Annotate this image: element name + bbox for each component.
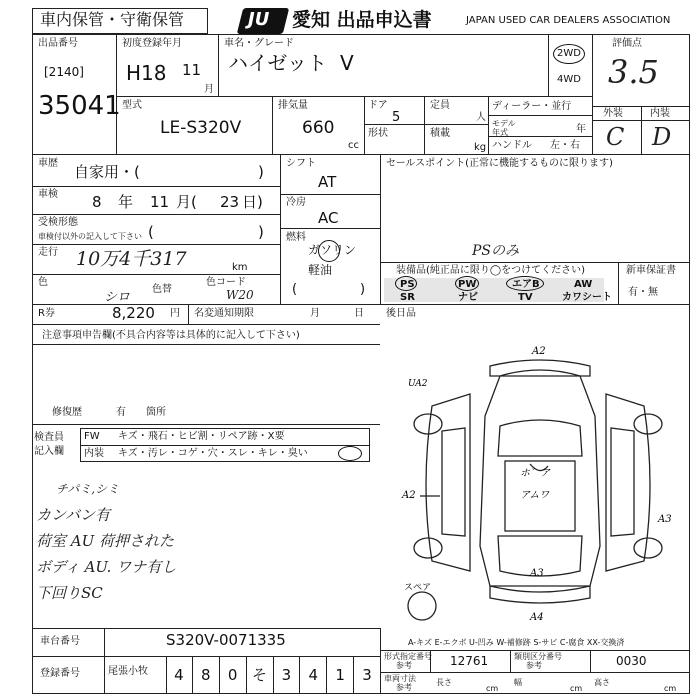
- chassis-label: 車台番号: [40, 636, 80, 647]
- recycle-label: R券: [38, 308, 55, 319]
- cc-unit: cc: [348, 140, 359, 151]
- mileage-label: 走行: [38, 247, 58, 258]
- recert-note: 車検付以外の記入して下さい: [38, 232, 142, 241]
- chassis-number: S320V-0071335: [166, 631, 286, 649]
- mark-top: A2: [532, 346, 546, 357]
- type-spec-sub: 参考: [396, 661, 412, 670]
- fw-label: FW: [84, 431, 100, 442]
- width-label: 幅: [514, 678, 522, 687]
- inspection-label: 車検: [38, 189, 58, 200]
- inspection-day: 23: [220, 193, 240, 211]
- plate-digit: そ: [247, 656, 274, 694]
- recert-open: (: [148, 223, 154, 241]
- height-unit: cm: [664, 684, 677, 693]
- model-code: LE-S320V: [160, 118, 242, 138]
- registration-era-year: H18: [126, 61, 167, 85]
- fuel-gas-circle: [318, 240, 340, 262]
- plate-digit: 1: [327, 656, 354, 694]
- interior-inspect-label: 内装: [84, 448, 104, 459]
- equip-airbag-circle: [506, 276, 544, 291]
- repaint-label: 色替: [152, 284, 172, 295]
- plate-area: 尾張小牧: [108, 666, 148, 677]
- handwritten-2: カンバン有: [36, 506, 110, 524]
- mark-bottom: A4: [530, 612, 544, 623]
- color-value: シロ: [104, 290, 131, 305]
- class-spec-label: 類別区分番号: [514, 652, 562, 661]
- length-label: 長さ: [436, 678, 452, 687]
- name-change-day: 日: [354, 308, 364, 319]
- handwritten-4: ボディ AU. ワナ有し: [36, 558, 177, 576]
- inspection-month-unit: 月(: [176, 193, 197, 211]
- width-unit: cm: [570, 684, 583, 693]
- form-title: 愛知 出品申込書: [292, 9, 432, 31]
- fuel-open: (: [292, 282, 298, 297]
- registration-month-unit: 月: [204, 84, 214, 95]
- smell-circle: [338, 446, 362, 461]
- recycle-amount: 8,220: [112, 304, 155, 322]
- equip-airbag: エアB: [512, 279, 540, 290]
- history-close: ): [258, 163, 264, 181]
- displacement-label: 排気量: [278, 100, 308, 111]
- ac-value: AC: [318, 209, 339, 227]
- inspection-day-unit: 日): [242, 193, 263, 211]
- doors: 5: [392, 110, 401, 125]
- interior-note: ホ゛ア: [520, 468, 550, 479]
- handwritten-5: 下回りSC: [36, 584, 103, 602]
- handwritten-3: 荷室 AU 荷押された: [36, 532, 175, 550]
- size-sub: 参考: [396, 683, 412, 692]
- interior-inspect-items: キズ・汚レ・コゲ・穴・スレ・キレ・臭い: [118, 448, 308, 459]
- model-year-label: モデル年式: [492, 119, 516, 137]
- equip-ps-circle: [395, 276, 417, 291]
- inspection-year-unit: 年: [118, 193, 134, 211]
- repair-label: 修復歴: [52, 407, 82, 418]
- lot-bracket-number: [2140]: [44, 65, 84, 79]
- car-diagram: [390, 336, 686, 626]
- size-label: 車両寸法: [384, 674, 416, 683]
- mark-front-left: UA2: [408, 379, 428, 389]
- displacement: 660: [302, 118, 335, 138]
- fuel-gas: ガソリン: [308, 243, 357, 257]
- interior-label: 内装: [650, 108, 670, 119]
- model-label: 型式: [122, 100, 142, 111]
- registration-label: 初度登録年月: [122, 38, 182, 49]
- fuel-diesel: 軽油: [308, 263, 333, 277]
- handwritten-1: チパミ,シミ: [56, 482, 120, 496]
- interior-note-2: アムワ: [520, 490, 550, 501]
- car-grade: V: [340, 51, 354, 75]
- plate-digit: 4: [300, 656, 327, 694]
- car-name-label: 車名・グレード: [224, 38, 294, 49]
- repair-value: 有: [116, 407, 126, 418]
- warranty-label: 車内保管・守衛保管: [40, 10, 185, 29]
- mark-right: A3: [658, 514, 672, 525]
- height-label: 高さ: [594, 678, 610, 687]
- shape-label: 形状: [368, 128, 388, 139]
- equip-pw: PW: [458, 279, 477, 290]
- association-name: JAPAN USED CAR DEALERS ASSOCIATION: [466, 15, 671, 26]
- recert-close: ): [258, 223, 264, 241]
- dealer-label: ディーラー・並行: [492, 101, 572, 112]
- equip-sr: SR: [400, 292, 415, 303]
- drive-2wd: 2WD: [557, 48, 581, 59]
- inspector-label-1: 検査員: [34, 432, 64, 443]
- fuel-close: ): [360, 282, 366, 297]
- car-name: ハイゼット: [228, 51, 327, 75]
- plate-digit: 4: [166, 656, 193, 694]
- mileage-value: 10万4千317: [76, 248, 187, 270]
- equip-ps: PS: [400, 279, 415, 290]
- mileage-unit: km: [232, 262, 248, 273]
- color-code-label: 色コード: [206, 277, 246, 288]
- grade-score: 3.5: [608, 53, 659, 91]
- spare-label: スペア: [404, 583, 432, 593]
- sales-point-label: セールスポイント(正常に機能するものに限ります): [386, 158, 613, 169]
- equip-navi: ナビ: [458, 292, 478, 303]
- new-warranty-label: 新車保証書: [626, 265, 676, 276]
- load-label: 積載: [430, 128, 450, 139]
- load-unit: kg: [474, 142, 487, 153]
- handle-label: ハンドル: [492, 140, 532, 151]
- drive-4wd: 4WD: [557, 74, 581, 85]
- later-entry-label: 後日品: [386, 308, 416, 319]
- history-value: 自家用・(: [74, 163, 140, 181]
- doors-label: ドア: [368, 100, 388, 111]
- registration-month: 11: [182, 61, 202, 79]
- exterior-grade: C: [606, 123, 625, 151]
- sales-point-note: PSのみ: [472, 243, 520, 259]
- length-unit: cm: [486, 684, 499, 693]
- capacity-label: 定員: [430, 100, 450, 111]
- lot-number-label: 出品番号: [38, 38, 78, 49]
- recert-label: 受検形態: [38, 217, 78, 228]
- shift-value: AT: [318, 173, 337, 191]
- new-warranty-value: 有・無: [628, 287, 658, 298]
- lot-number: 35041: [38, 91, 121, 121]
- recycle-unit: 円: [170, 308, 180, 319]
- equip-tv: TV: [518, 292, 533, 303]
- handle-value: 左・右: [550, 140, 580, 151]
- exterior-label: 外装: [603, 108, 623, 119]
- name-change-month: 月: [310, 308, 320, 319]
- name-change-label: 名変通知期限: [194, 308, 254, 319]
- equip-aw: AW: [574, 279, 593, 290]
- year-unit: 年: [576, 124, 586, 135]
- class-spec-sub: 参考: [526, 661, 542, 670]
- fw-items: キズ・飛石・ヒビ割・リペア跡・X要: [118, 431, 285, 442]
- color-label: 色: [38, 277, 48, 288]
- inspection-month: 11: [150, 193, 170, 211]
- plate-digit: 3: [274, 656, 301, 694]
- plate-digit: 8: [193, 656, 220, 694]
- plate-label: 登録番号: [40, 668, 80, 679]
- repair-unit: 箇所: [146, 407, 166, 418]
- plate-digit: 0: [220, 656, 247, 694]
- inspection-year: 8: [92, 193, 102, 211]
- fuel-label: 燃料: [286, 232, 306, 243]
- inspector-label-2: 記入欄: [34, 446, 64, 457]
- shift-label: シフト: [286, 158, 316, 169]
- grade-label: 評価点: [612, 38, 642, 49]
- history-label: 車歴: [38, 158, 58, 169]
- plate-digits: [166, 656, 380, 694]
- damage-legend: A-キズ E-エクボ U-凹み W-補修跡 S-サビ C-腐食 XX-交換済: [408, 638, 625, 647]
- class-spec-value: 0030: [616, 654, 647, 668]
- capacity-unit: 人: [476, 112, 486, 123]
- ac-label: 冷房: [286, 197, 306, 208]
- equip-pw-circle: [455, 276, 479, 291]
- plate-digit: 3: [362, 666, 372, 684]
- equipment-label: 装備品(純正品に限り◯をつけてください): [396, 265, 585, 276]
- logo-text: JU: [248, 9, 270, 30]
- mark-rear: A3: [530, 568, 544, 579]
- interior-grade: D: [652, 123, 672, 151]
- mark-left: A2: [402, 490, 416, 501]
- equip-seat: カワシート: [562, 292, 612, 303]
- type-spec-value: 12761: [450, 654, 489, 668]
- notes-label: 注意事項申告欄(不具合内容等は具体的に記入して下さい): [42, 330, 300, 341]
- type-spec-label: 形式指定番号: [384, 652, 432, 661]
- color-code: W20: [226, 288, 254, 302]
